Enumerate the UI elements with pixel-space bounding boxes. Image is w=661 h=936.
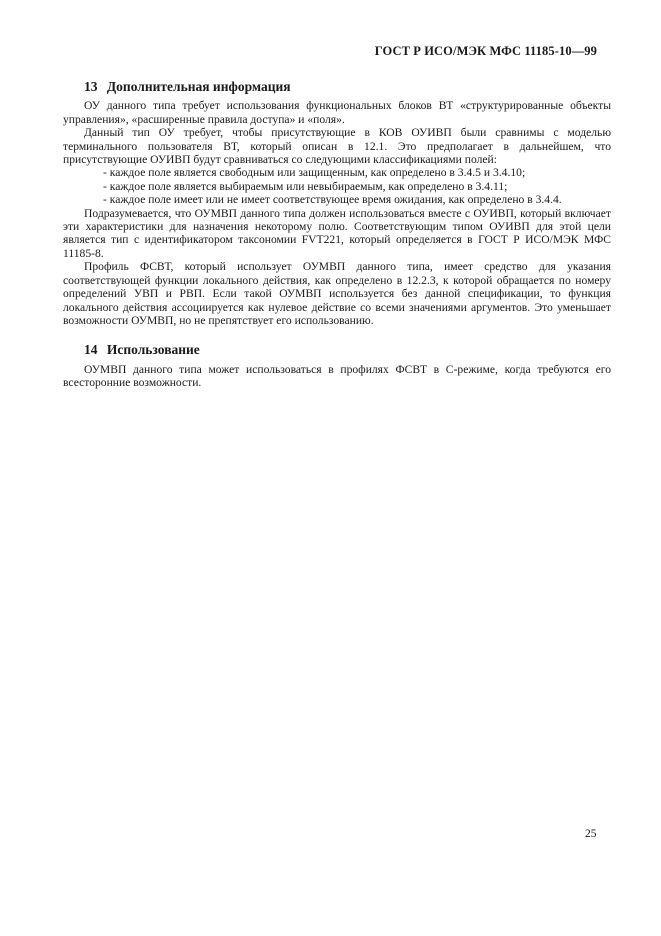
paragraph: Данный тип ОУ требует, чтобы присутствующие в КОВ ОУИВП были сравнимы с моделью терминального пользователя ВТ, который описан в 12.1. Это предполагает в дальнейшем, что присутствующие ОУИВП будут сравниваться со следующими классификациями полей: (63, 126, 611, 167)
paragraph: Профиль ФСВТ, который использует ОУМВП данного типа, имеет средство для указания соответствующей функции локального действия, как определено в 12.2.3, к которой обращается по номеру определений УВП и РВП. Если такой ОУМВП используется без данной спецификации, то функция локального действия ассоциируется как нулевое действие со всеми значениями аргументов. Это уменьшает возможности ОУМВП, но не препятствует его использованию. (63, 260, 611, 327)
page-content (63, 80, 611, 390)
section-title: Использование (106, 342, 200, 358)
section-13-heading (84, 80, 611, 93)
paragraph: ОУ данного типа требует использования функциональных блоков ВТ «структурированные объекты управления», «расширенные правила доступа» и «поля». (63, 99, 611, 126)
page-number: 25 (585, 828, 597, 840)
document-header: ГОСТ Р ИСО/МЭК МФС 11185-10—99 (374, 44, 597, 58)
section-spacer (63, 327, 611, 343)
section-14-heading (84, 343, 611, 356)
paragraph: ОУМВП данного типа может использоваться в профилях ФСВТ в С-режиме, когда требуются его всесторонние возможности. (63, 362, 611, 390)
list-item: - каждое поле имеет или не имеет соответствующее время ожидания, как определено в 3.4.4. (103, 193, 562, 207)
list-item: - каждое поле является выбираемым или невыбираемым, как определено в 3.4.11; (103, 179, 508, 193)
section-title: Дополнительная информация (106, 79, 291, 94)
paragraph: Подразумевается, что ОУМВП данного типа должен использоваться вместе с ОУИВП, который включает эти характеристики для назначения некоторому полю. Соответствующим типом ОУИВП для этой цели является тип с идентификатором таксономии FVT221, который определяется в ГОСТ Р ИСО/МЭК МФС 11185-8. (63, 206, 611, 260)
section-number: 13 (84, 79, 98, 94)
section-number: 14 (84, 342, 98, 358)
list-item: - каждое поле является свободным или защищенным, как определено в 3.4.5 и 3.4.10; (103, 166, 526, 180)
